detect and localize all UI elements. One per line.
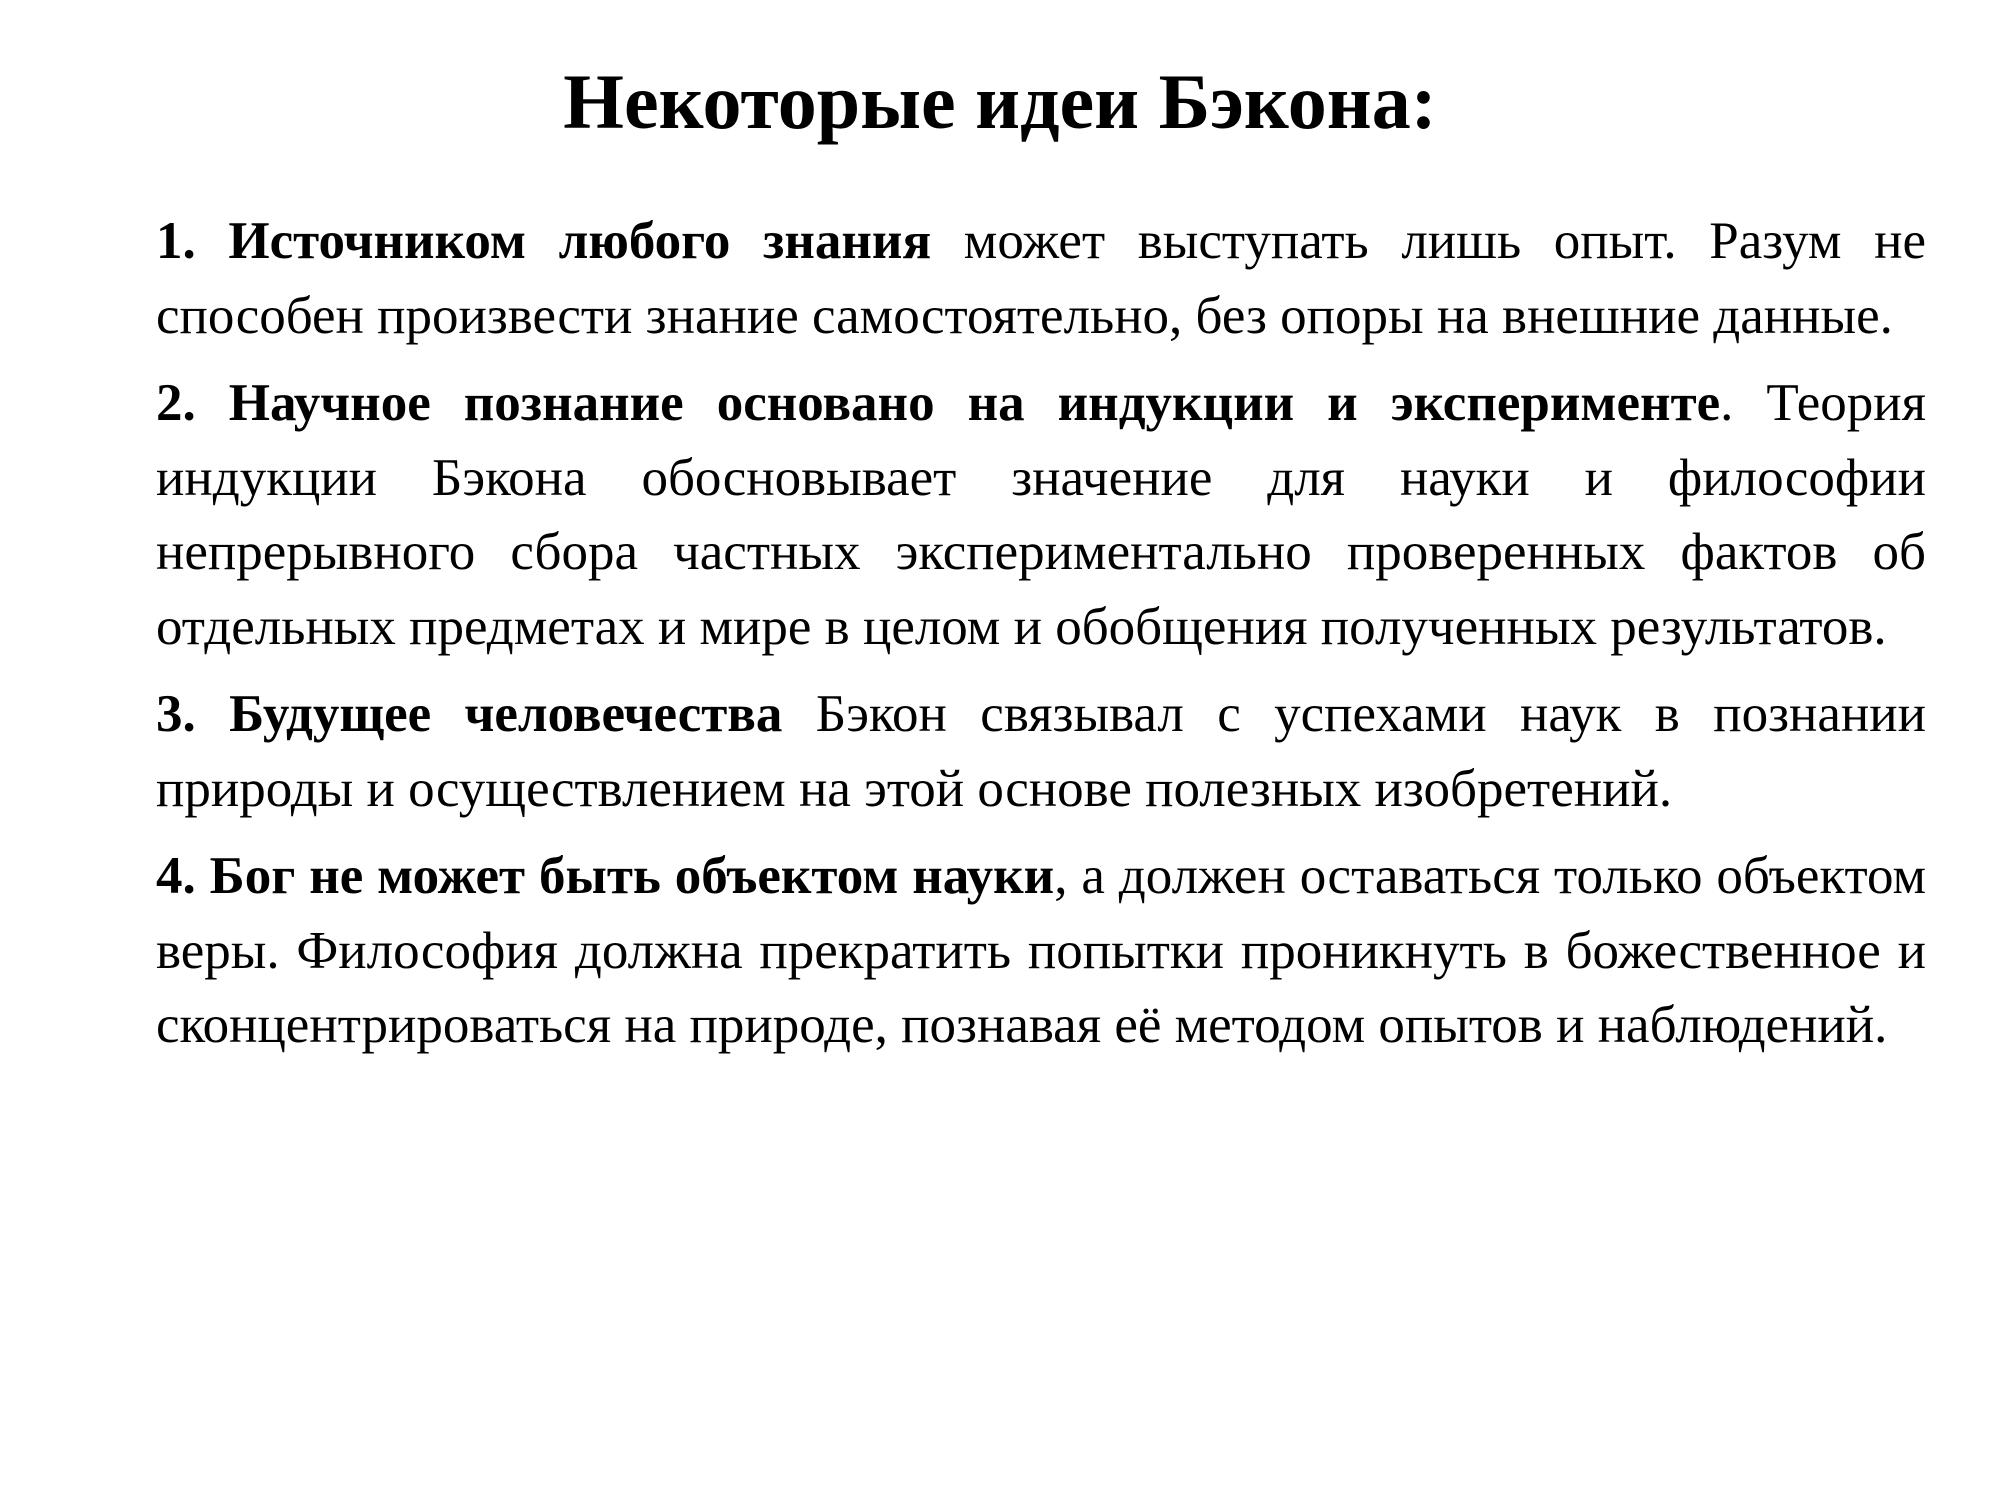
idea-item-4 [156, 839, 1926, 1063]
ideas-list [156, 204, 1926, 1076]
idea-text: Бэкон связывал с успехами наук в познании природы и осуществлением на этой основе полезных изобретений. [156, 685, 1926, 818]
idea-item-3 [156, 677, 1926, 826]
idea-number: 2. [156, 374, 196, 432]
idea-text: . Теория индукции Бэкона обосновывает значение для науки и философии непрерывного сбора частных экспериментально проверенных фактов об отдельных предметах и мире в целом и обобщения полученных результатов. [156, 374, 1927, 656]
idea-text: может выступать лишь опыт. Разум не способен произвести знание самостоятельно, без опоры на внешние данные. [156, 212, 1926, 345]
idea-item-2 [156, 366, 1926, 664]
idea-item-1 [156, 204, 1926, 353]
idea-number: 4. [156, 847, 196, 905]
idea-key-phrase: Научное познание основано на индукции и эксперименте [228, 374, 1721, 432]
idea-number: 3. [156, 685, 196, 743]
idea-key-phrase: Будущее человечества [229, 685, 783, 743]
idea-number: 1. [156, 212, 196, 270]
idea-key-phrase: Бог не может быть объектом науки [209, 847, 1055, 905]
slide-title: Некоторые идеи Бэкона: [563, 58, 1437, 145]
idea-text: , а должен оставаться только объектом веры. Философия должна прекратить попытки проникнуть в божественное и сконцентрироваться на природе, познавая её методом опытов и наблюдений. [156, 847, 1927, 1054]
idea-key-phrase: Источником любого знания [228, 212, 932, 270]
